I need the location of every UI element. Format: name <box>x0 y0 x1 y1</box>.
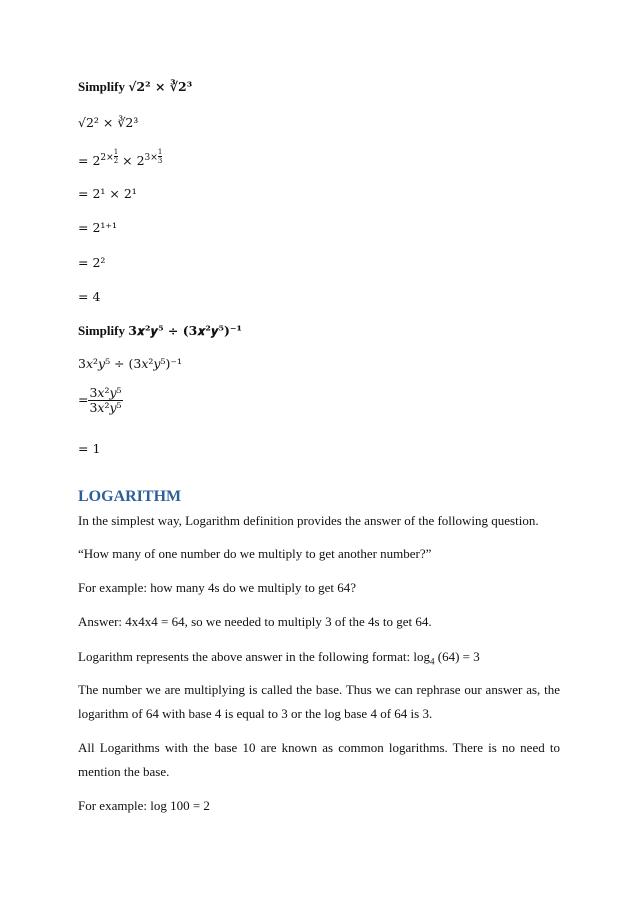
paragraph: “How many of one number do we multiply to get another number?” <box>78 546 432 561</box>
step-text: = <box>78 392 89 407</box>
example1-step: = 2¹⁺¹ <box>78 220 118 235</box>
example1-step: √2² × ∛2³ <box>78 115 139 130</box>
denominator: 3 <box>157 157 163 165</box>
paragraph: In the simplest way, Logarithm definition provides the answer of the following question. <box>78 513 539 528</box>
example1-step: = 2² <box>78 255 106 270</box>
fraction <box>158 148 162 165</box>
paragraph-line: All Logarithms with the base 10 are known as common logarithms. There is no need to <box>78 740 560 755</box>
numerator: 1 <box>113 148 119 156</box>
exponent: 2× <box>100 153 114 163</box>
section-heading: LOGARITHM <box>78 488 182 505</box>
text: (64) = 3 <box>434 649 480 664</box>
example1-step <box>78 148 162 170</box>
numerator: 1 <box>157 148 163 156</box>
paragraph: Answer: 4x4x4 = 64, so we needed to multiply 3 of the 4s to get 64. <box>78 614 432 629</box>
paragraph: For example: how many 4s do we multiply to get 64? <box>78 580 357 595</box>
paragraph <box>78 648 480 666</box>
example1-title <box>78 78 192 96</box>
exponent: 3× <box>144 153 158 163</box>
denominator: 2 <box>113 157 119 165</box>
fraction <box>88 386 122 415</box>
example2-step: = 1 <box>78 441 101 456</box>
example1-step: = 2¹ × 2¹ <box>78 186 137 201</box>
paragraph-line: mention the base. <box>78 764 170 779</box>
paragraph-line: The number we are multiplying is called the base. Thus we can rephrase our answer as, the <box>78 682 560 697</box>
log-base: 4 <box>429 656 435 667</box>
title-label: Simplify <box>78 79 125 94</box>
step-text: × 2 <box>118 153 145 169</box>
paragraph: For example: log 100 = 2 <box>78 798 210 813</box>
text: Logarithm represents the above answer in the following format: log <box>78 649 430 664</box>
example2-title <box>78 322 242 340</box>
step-text: = 2 <box>78 153 101 169</box>
numerator: 3𝑥²𝑦⁵ <box>89 385 122 400</box>
example2-step <box>78 386 123 415</box>
denominator: 3𝑥²𝑦⁵ <box>89 400 122 415</box>
title-expression: 3𝒙²𝒚⁵ ÷ (3𝒙²𝒚⁵)⁻¹ <box>128 323 242 338</box>
example2-step: 3𝑥²𝑦⁵ ÷ (3𝑥²𝑦⁵)⁻¹ <box>78 356 182 371</box>
title-expression: √2² × ∛2³ <box>128 79 193 94</box>
paragraph-line: logarithm of 64 with base 4 is equal to 3 or the log base 4 of 64 is 3. <box>78 706 433 721</box>
title-label: Simplify <box>78 323 125 338</box>
example1-step: = 4 <box>78 289 101 304</box>
